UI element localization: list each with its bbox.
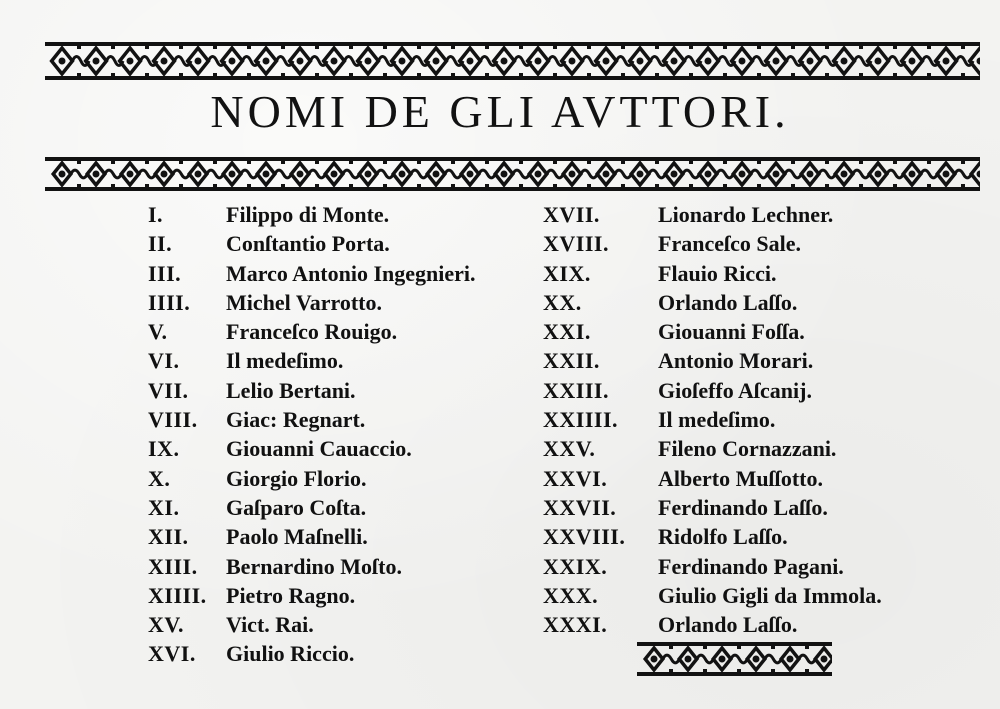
list-item [543,376,963,405]
ornament-band-icon [45,40,980,82]
ornament-motif [291,160,325,188]
roman-numeral: I. [148,202,164,227]
roman-numeral: XXX. [543,582,599,608]
author-name: Conſtantio Porta. [226,231,390,257]
list-item [543,581,963,610]
author-name: Orlando Laſſo. [658,289,798,315]
author-name: Lionardo Lechner. [658,202,834,227]
author-name: Gaſparo Coſta. [226,494,367,520]
list-item [543,317,963,346]
author-name: Orlando Laſſo. [658,612,798,638]
author-name: Giulio Gigli da Immola. [658,582,882,608]
roman-numeral: XIIII. [148,582,207,608]
list-item [543,610,963,639]
roman-numeral: XXIII. [543,377,609,403]
authors-list-right [543,200,963,639]
ornament-motif [937,160,971,188]
roman-numeral: XXVIII. [543,524,626,550]
list-item [543,200,963,229]
roman-numeral: XXXI. [543,612,608,638]
author-name: Ridolfo Laſſo. [658,524,788,550]
decorative-border-middle [45,155,980,193]
author-name: Il medeſimo. [226,348,344,374]
roman-numeral: III. [148,260,182,286]
ornament-motif [563,160,597,188]
author-name: Franceſco Sale. [658,231,801,257]
ornament-motif [223,160,257,188]
list-item [148,346,548,375]
roman-numeral: IIII. [148,289,191,315]
ornament-motif [869,160,903,188]
roman-numeral: XV. [148,612,184,638]
ornament-motif [393,160,427,188]
ornament-rail [45,187,980,191]
roman-numeral: VIII. [148,407,198,433]
ornament-motif [679,645,713,673]
author-name: Antonio Morari. [658,348,814,374]
ornament-rail [45,42,980,46]
ornament-motif [427,160,461,188]
ornament-motif [801,160,835,188]
list-item [148,493,548,522]
roman-numeral: XXII. [543,348,600,374]
ornament-motif [970,45,980,77]
ornament-motif [121,160,155,188]
list-item [543,288,963,317]
ornament-motif [747,645,781,673]
roman-numeral: IX. [148,436,180,462]
roman-numeral: XVII. [543,202,600,227]
ornament-motif [645,645,679,673]
author-name: Giouanni Cauaccio. [226,436,412,462]
list-item [148,552,548,581]
list-item [148,464,548,493]
list-item [148,581,548,610]
author-name: Paolo Maſnelli. [226,524,368,550]
ornament-motif [461,160,495,188]
roman-numeral: II. [148,231,173,257]
ornament-motif [733,160,767,188]
roman-numeral: XXVII. [543,494,617,520]
ornament-motif [529,160,563,188]
list-item [543,493,963,522]
ornament-rail [637,642,832,646]
page-title: NOMI DE GLI AVTTORI. [210,86,790,137]
roman-numeral: XX. [543,289,582,315]
roman-numeral: XXIX. [543,553,608,579]
list-item [543,405,963,434]
list-item [148,317,548,346]
author-name: Il medeſimo. [658,407,776,433]
author-name: Pietro Ragno. [226,582,356,608]
list-item [148,610,548,639]
ornament-motif [495,160,529,188]
list-item [543,552,963,581]
list-item [148,639,548,668]
list-item [543,229,963,258]
list-item [148,200,548,229]
decorative-tailpiece [637,640,832,678]
list-item [148,229,548,258]
roman-numeral: XIII. [148,553,198,579]
author-name: Gioſeffo Aſcanij. [658,377,812,403]
author-name: Giouanni Foſſa. [658,319,805,345]
roman-numeral: XXIIII. [543,407,619,433]
ornament-motif [815,645,832,673]
roman-numeral: X. [148,465,171,491]
author-name: Fileno Cornazzani. [658,436,837,462]
ornament-motif [325,160,359,188]
list-item [148,522,548,551]
ornament-motif [835,160,869,188]
author-name: Flauio Ricci. [658,260,777,286]
author-name: Vict. Rai. [226,612,314,638]
ornament-motif [257,160,291,188]
ornament-motif [971,160,980,188]
author-name: Filippo di Monte. [226,202,390,227]
list-item [543,522,963,551]
author-name: Ferdinando Laſſo. [658,494,828,520]
list-item [543,259,963,288]
ornament-motif [87,160,121,188]
list-item [148,376,548,405]
roman-numeral: XXI. [543,319,591,345]
roman-numeral: V. [148,319,168,345]
ornament-motif [53,160,87,188]
author-name: Alberto Muſſotto. [658,465,823,491]
list-item [148,288,548,317]
roman-numeral: VI. [148,348,180,374]
roman-numeral: XII. [148,524,189,550]
author-name: Giorgio Florio. [226,465,367,491]
ornament-motif [699,160,733,188]
list-item [148,434,548,463]
roman-numeral: VII. [148,377,189,403]
author-name: Bernardino Moſto. [226,553,402,579]
roman-numeral: XVI. [148,641,196,667]
list-item [543,434,963,463]
roman-numeral: XI. [148,494,180,520]
ornament-rail [637,672,832,676]
author-name: Michel Varrotto. [226,289,383,315]
decorative-border-top [45,40,980,82]
ornament-motif [903,160,937,188]
list-item [543,464,963,493]
author-name: Franceſco Rouigo. [226,319,398,345]
ornament-motif [155,160,189,188]
roman-numeral: XXVI. [543,465,608,491]
roman-numeral: XVIII. [543,231,609,257]
roman-numeral: XXV. [543,436,596,462]
ornament-motif [631,160,665,188]
ornament-motif [597,160,631,188]
ornament-motif [359,160,393,188]
ornament-motif [781,645,815,673]
list-item [148,259,548,288]
ornament-motif [189,160,223,188]
author-name: Marco Antonio Ingegnieri. [226,260,476,286]
author-name: Lelio Bertani. [226,377,356,403]
author-name: Ferdinando Pagani. [658,553,844,579]
roman-numeral: XIX. [543,260,591,286]
list-item [543,346,963,375]
ornament-motif [665,160,699,188]
ornament-band-icon [637,640,832,678]
authors-list-left [148,200,548,669]
list-item [148,405,548,434]
ornament-rail [45,76,980,80]
ornament-rail [45,157,980,161]
ornament-motif [767,160,801,188]
ornament-band-icon [45,155,980,193]
ornament-motif [713,645,747,673]
author-name: Giac: Regnart. [226,407,366,433]
author-name: Giulio Riccio. [226,641,355,667]
